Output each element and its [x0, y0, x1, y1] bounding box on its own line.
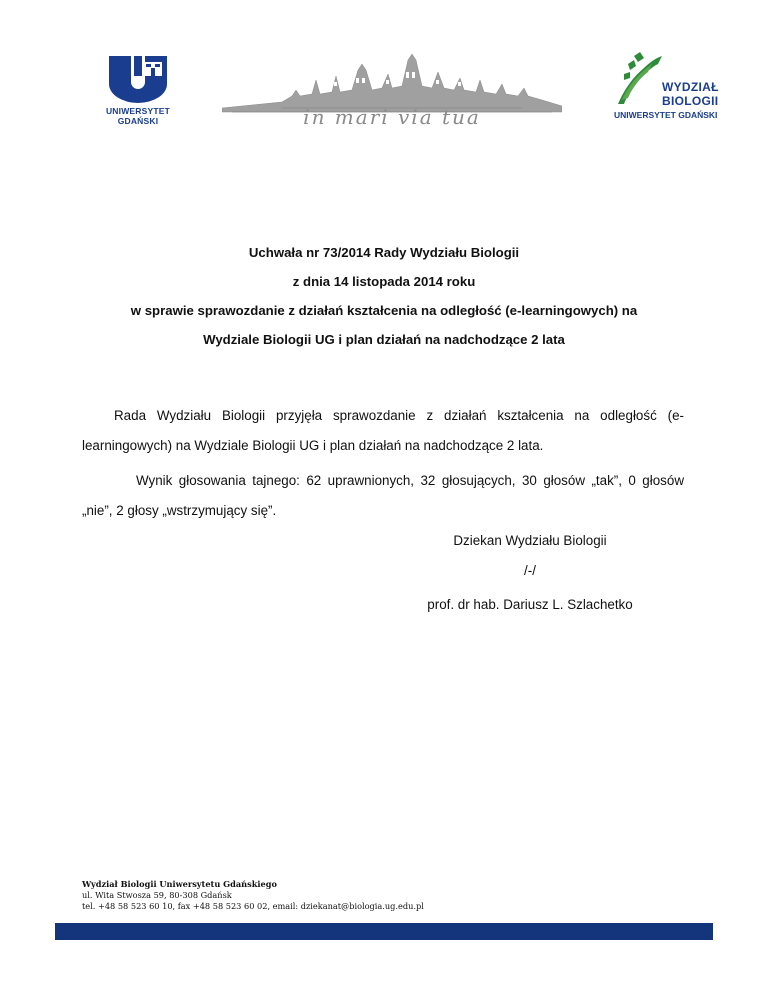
title-line-2: z dnia 14 listopada 2014 roku — [292, 274, 476, 289]
ug-logo — [88, 52, 188, 126]
wb-emblem-icon — [614, 50, 664, 106]
resolution-title — [0, 238, 768, 354]
ug-emblem-icon — [105, 52, 171, 104]
signature-mark: /-/ — [524, 563, 536, 578]
body-paragraph-1 — [82, 401, 684, 461]
ug-logo-caption: UNIWERSYTET GDAŃSKI — [105, 106, 171, 126]
wb-logo-line1: WYDZIAŁ — [662, 80, 719, 94]
title-line-1: Uchwała nr 73/2014 Rady Wydziału Biologii — [248, 245, 520, 260]
footer-contact: tel. +48 58 523 60 10, fax +48 58 523 60 02, email: dziekanat@biologia.ug.edu.pl — [82, 901, 424, 911]
footer — [82, 879, 424, 912]
signature-name: prof. dr hab. Dariusz L. Szlachetko — [427, 597, 633, 612]
title-line-3: w sprawie sprawozdanie z działań kształcenia na odległość (e-learningowych) na — [130, 303, 638, 318]
body-paragraph-1-text: Rada Wydziału Biologii przyjęła sprawozdanie z działań kształcenia na odległość (e-learningowych) na Wydziale Biologii UG i plan działań na nadchodzące 2 lata. — [82, 408, 684, 453]
wb-logo-line2: BIOLOGII — [662, 94, 719, 108]
signature-role: Dziekan Wydziału Biologii — [453, 533, 607, 548]
wb-logo — [612, 50, 722, 122]
body-paragraph-2-text: Wynik głosowania tajnego: 62 uprawnionych, 32 głosujących, 30 głosów „tak”, 0 głosów „nie”, 2 głosy „wstrzymujący się”. — [82, 473, 684, 518]
footer-bar — [55, 923, 713, 940]
footer-address: ul. Wita Stwosza 59, 80-308 Gdańsk — [82, 890, 232, 900]
wb-logo-caption: UNIWERSYTET GDAŃSKI — [614, 110, 718, 120]
footer-institution: Wydział Biologii Uniwersytetu Gdańskiego — [82, 879, 277, 889]
motto-text: in mari via tua — [303, 105, 481, 129]
body-paragraph-2 — [82, 466, 684, 526]
title-line-4: Wydziale Biologii UG i plan działań na nadchodzące 2 lata — [203, 332, 565, 347]
